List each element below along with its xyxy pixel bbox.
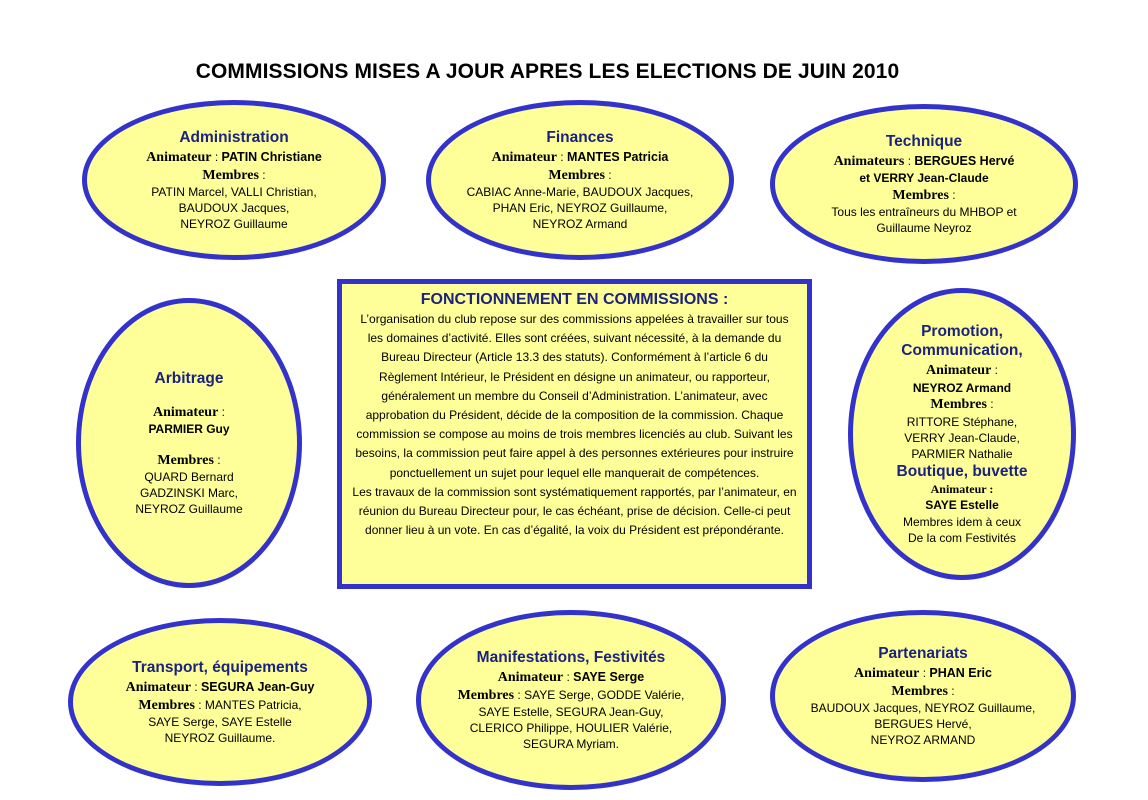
animateur-name: SAYE Serge (573, 670, 645, 684)
separator: : (994, 363, 998, 378)
commission-administration (82, 100, 386, 260)
membre-line: BAUDOUX Jacques, (178, 201, 290, 215)
commission-title: Transport, équipements (132, 659, 308, 676)
membre-line: NEYROZ Guillaume. (164, 731, 276, 745)
separator: : (951, 683, 955, 698)
membre-line: PARMIER Nathalie (911, 446, 1013, 461)
membre-line: RITTORE Stéphane, (906, 414, 1018, 429)
membre-line: PHAN Eric, NEYROZ Guillaume, (492, 201, 668, 215)
commission-title: Administration (179, 129, 289, 146)
membres-label: Membres (548, 167, 605, 183)
separator: : (517, 687, 521, 702)
fonctionnement-paragraph: Les travaux de la commission sont systématiquement rapportés, par l’animateur, en réunion du Bureau Directeur pour, le cas échéant, prise de décision. Celle-ci peut donner lieu à un vote. En cas d’égalité, la voix du Président est prépondérante. (352, 484, 797, 538)
animateur-line (146, 149, 322, 167)
membre-line: De la com Festivités (907, 530, 1017, 545)
boutique-title: Boutique, buvette (896, 462, 1028, 480)
commission-title: Manifestations, Festivités (476, 649, 666, 666)
animateur-label: Animateur (854, 666, 920, 681)
commission-title: Partenariats (878, 645, 968, 662)
animateur-name: PARMIER Guy (148, 422, 230, 437)
membre-line: PATIN Marcel, VALLI Christian, (151, 185, 317, 199)
membres-line (930, 396, 993, 414)
membre-line: Guillaume Neyroz (876, 221, 972, 236)
animateur-line (498, 669, 644, 687)
animateur-line (126, 679, 315, 697)
membres-label: Membres (202, 167, 259, 183)
animateur-line (492, 149, 669, 167)
membres-line (157, 452, 220, 470)
animateur-label: Animateur (152, 404, 219, 420)
separator: : (198, 697, 202, 712)
animateur-line (926, 362, 998, 380)
animateur-line (854, 665, 992, 683)
separator: : (566, 670, 570, 684)
animateur-line (153, 404, 225, 422)
membre-line: SAYE Serge, SAYE Estelle (148, 715, 292, 729)
animateur-label: Animateur (146, 150, 212, 165)
membre-line: SAYE Estelle, SEGURA Jean-Guy, (478, 705, 664, 719)
commission-transport (68, 618, 372, 786)
membre-line: VERRY Jean-Claude, (904, 430, 1020, 445)
membre-line: NEYROZ Guillaume (180, 217, 288, 231)
separator: : (217, 452, 221, 467)
separator: : (608, 167, 612, 182)
separator: : (907, 153, 912, 168)
commission-technique (770, 104, 1078, 264)
animateur-name: SAYE Estelle (925, 498, 999, 513)
separator: : (194, 680, 198, 694)
membre-line: BERGUES Hervé, (874, 717, 972, 731)
commission-title: Finances (546, 129, 614, 146)
animateur-name: SEGURA Jean-Guy (200, 680, 315, 694)
animateur-name: et VERRY Jean-Claude (859, 171, 989, 186)
membres-label: Membres (892, 187, 949, 203)
membres-label: Membres (930, 397, 987, 413)
membre-name: MANTES Patricia, (204, 697, 302, 712)
membres-label: Membres (457, 687, 515, 703)
animateur-label: Animateur (925, 363, 992, 379)
membres-label: Membres (157, 452, 214, 468)
membre-line: BAUDOUX Jacques, NEYROZ Guillaume, (810, 701, 1036, 715)
animateur-name: MANTES Patricia (566, 150, 669, 164)
separator: : (952, 187, 956, 202)
separator: : (221, 404, 225, 419)
fonctionnement-box (337, 279, 812, 589)
commission-manifestations (416, 610, 726, 790)
commission-partenariats (770, 610, 1076, 782)
separator: : (990, 397, 994, 412)
membre-line: CLERICO Philippe, HOULIER Valérie, (469, 721, 673, 735)
membres-line (891, 683, 954, 701)
animateur-line (834, 153, 1015, 171)
membres-label: Membres (891, 683, 948, 699)
membres-label: Membres (138, 697, 195, 713)
membres-line (458, 687, 685, 705)
membre-line: NEYROZ Armand (532, 217, 628, 231)
animateur-label: Animateurs (833, 153, 905, 169)
fonctionnement-paragraph: L’organisation du club repose sur des commissions appelées à travailler sur tous les domaines d’activité. Elles sont créées, suivant nécessité, à la demande du Bureau Directeur (Article 13.3 des statuts). Conformément à l’article 6 du Règlement Intérieur, le Président en désigne un animateur, ou rapporteur, généralement un membre du Conseil d’Administration. L’animateur, avec approbation du Président, décide de la composition de la commission. Chaque commission se compose au moins de trois membres licenciés au club. Suivant les besoins, la commission peut faire appel à des personnes extérieures pour instruire ponctuellement un sujet pour lequel elle manquerait de compétences. (355, 312, 794, 480)
membre-line: Tous les entraîneurs du MHBOP et (831, 205, 1017, 220)
membre-line: NEYROZ ARMAND (870, 733, 976, 747)
commission-title: Arbitrage (154, 369, 224, 387)
fonctionnement-title: FONCTIONNEMENT EN COMMISSIONS : (420, 291, 729, 308)
animateur-label: Animateur (497, 670, 564, 685)
page-title: COMMISSIONS MISES A JOUR APRES LES ELECTIONS DE JUIN 2010 (195, 60, 900, 83)
membres-line (138, 697, 301, 715)
membre-line: NEYROZ Guillaume (135, 502, 243, 517)
animateur-label: Animateur : (930, 481, 994, 496)
animateur-name: NEYROZ Armand (912, 380, 1012, 395)
commission-title: Technique (885, 132, 963, 150)
membres-line (548, 167, 611, 185)
membre-line: SEGURA Myriam. (522, 737, 619, 751)
separator: : (922, 666, 927, 680)
separator: : (560, 150, 564, 164)
commission-arbitrage (76, 298, 302, 588)
commission-title: Promotion, (921, 323, 1003, 341)
animateur-label: Animateur (491, 150, 557, 165)
membres-line (202, 167, 265, 185)
separator: : (214, 150, 219, 164)
separator: : (262, 167, 266, 182)
membre-line: QUARD Bernard (144, 470, 234, 485)
animateur-name: BERGUES Hervé (914, 153, 1015, 168)
animateur-name: PATIN Christiane (221, 150, 322, 164)
membre-line: CABIAC Anne-Marie, BAUDOUX Jacques, (466, 185, 694, 199)
membres-line (892, 187, 955, 205)
commission-finances (426, 100, 734, 260)
commission-promotion (848, 288, 1076, 580)
commission-title: Communication, (901, 342, 1023, 360)
membre-line: Membres idem à ceux (902, 514, 1022, 529)
animateur-name: PHAN Eric (929, 666, 992, 680)
membre-name: SAYE Serge, GODDE Valérie, (524, 687, 685, 702)
membre-line: GADZINSKI Marc, (139, 486, 238, 501)
animateur-label: Animateur (125, 680, 191, 695)
